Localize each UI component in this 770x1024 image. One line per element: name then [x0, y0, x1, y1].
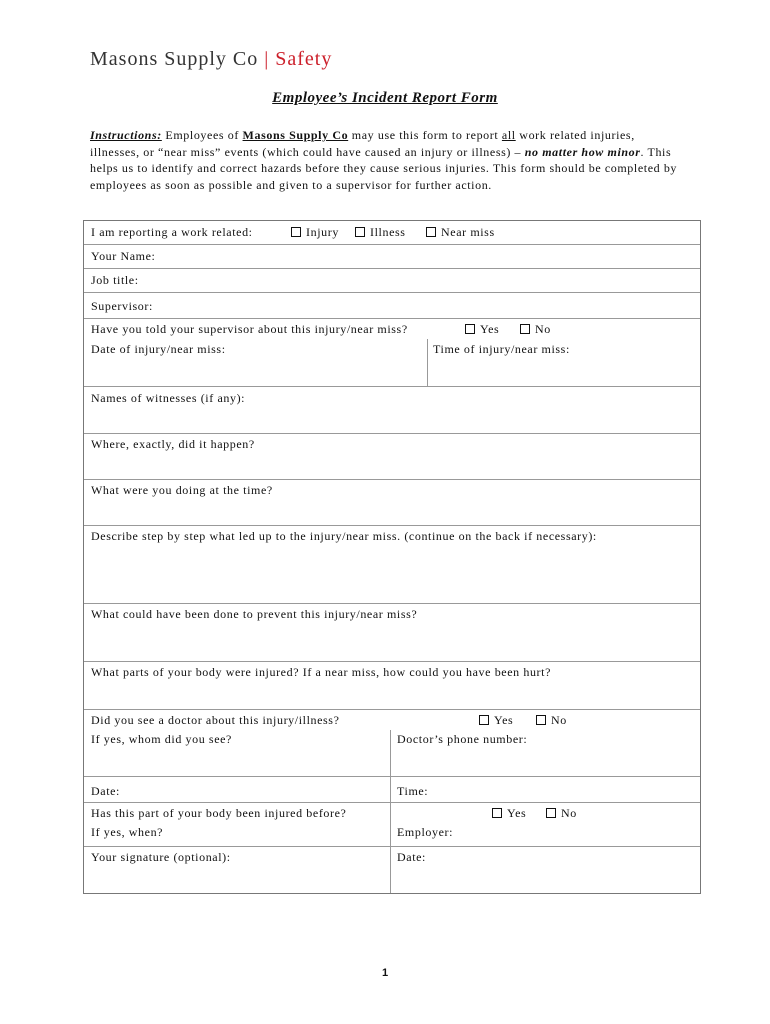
incident-form [83, 220, 701, 894]
injured-before-label: Has this part of your body been injured before? [91, 806, 347, 820]
form-row-signature [84, 847, 700, 893]
form-row-told-supervisor [84, 319, 700, 339]
column-divider [390, 823, 391, 847]
instructions-company: Masons Supply Co [242, 128, 349, 142]
checkbox-icon[interactable] [426, 227, 436, 237]
column-divider [427, 339, 428, 387]
checkbox-icon[interactable] [546, 808, 556, 818]
header-separator: | [264, 48, 270, 70]
form-row-date-time [84, 339, 700, 387]
form-title: Employee’s Incident Report Form [272, 90, 498, 106]
employer-label: Employer: [397, 825, 454, 839]
form-row-when [84, 823, 700, 847]
page-number: 1 [381, 967, 389, 979]
column-divider [390, 730, 391, 777]
instructions [90, 127, 685, 193]
form-row-injured-before [84, 803, 700, 823]
instructions-emphasis: no matter how minor [524, 144, 641, 159]
column-divider [390, 777, 391, 803]
prevent-label: What could have been done to prevent this injury/near miss? [91, 607, 418, 621]
instructions-text: Employees of [161, 128, 243, 142]
doing-label: What were you doing at the time? [91, 483, 273, 497]
where-label: Where, exactly, did it happen? [91, 437, 255, 451]
your-name-label: Your Name: [91, 249, 156, 263]
checkbox-label: Yes [480, 322, 500, 336]
when-label: If yes, when? [91, 825, 164, 839]
checkbox-near-miss[interactable] [426, 225, 495, 240]
time-label: Time: [397, 784, 429, 798]
checkbox-icon[interactable] [465, 324, 475, 334]
doctor-phone-label: Doctor’s phone number: [397, 732, 528, 746]
witnesses-label: Names of witnesses (if any): [91, 391, 246, 405]
form-row-name[interactable] [84, 245, 700, 269]
column-divider [390, 847, 391, 893]
checkbox-told-yes[interactable] [465, 322, 499, 337]
checkbox-label: Near miss [441, 225, 495, 239]
supervisor-label: Supervisor: [91, 299, 153, 313]
date-of-injury-label: Date of injury/near miss: [91, 342, 226, 356]
checkbox-before-no[interactable] [546, 806, 577, 821]
date-label: Date: [91, 784, 120, 798]
header-section: Safety [275, 48, 333, 70]
form-row-where[interactable] [84, 434, 700, 480]
instructions-text: work related injuries, illnesses, or “near miss” events (which could have caused an injury or illness) – [90, 128, 635, 159]
form-row-date [84, 777, 700, 803]
checkbox-label: Yes [494, 713, 514, 727]
form-row-supervisor[interactable] [84, 293, 700, 319]
checkbox-label: Yes [507, 806, 527, 820]
whom-label: If yes, whom did you see? [91, 732, 232, 746]
time-of-injury-label: Time of injury/near miss: [433, 342, 570, 356]
form-row-doing[interactable] [84, 480, 700, 526]
describe-label: Describe step by step what led up to the injury/near miss. (continue on the back if necessary): [91, 529, 597, 543]
checkbox-icon[interactable] [479, 715, 489, 725]
checkbox-label: No [551, 713, 567, 727]
checkbox-doctor-yes[interactable] [479, 713, 513, 728]
company-name: Masons Supply Co [90, 48, 259, 70]
form-row-body-parts[interactable] [84, 662, 700, 710]
see-doctor-label: Did you see a doctor about this injury/illness? [91, 713, 340, 727]
instructions-all: all [501, 128, 516, 142]
signature-label: Your signature (optional): [91, 850, 231, 864]
told-supervisor-label: Have you told your supervisor about this injury/near miss? [91, 322, 408, 336]
form-row-describe[interactable] [84, 526, 700, 604]
checkbox-label: No [535, 322, 551, 336]
form-row-reporting [84, 221, 700, 245]
instructions-text: . This helps us to identify and correct hazards before they cause serious injuries. This form should be completed by employees as soon as possible and given to a supervisor for further action. [90, 144, 678, 192]
checkbox-doctor-no[interactable] [536, 713, 567, 728]
checkbox-icon[interactable] [291, 227, 301, 237]
checkbox-icon[interactable] [355, 227, 365, 237]
checkbox-label: No [561, 806, 577, 820]
instructions-label: Instructions: [90, 128, 162, 142]
body-parts-label: What parts of your body were injured? If a near miss, how could you have been hurt? [91, 665, 551, 679]
signature-date-label: Date: [397, 850, 426, 864]
checkbox-icon[interactable] [536, 715, 546, 725]
page-header [90, 48, 332, 71]
checkbox-label: Injury [306, 225, 339, 239]
instructions-text: may use this form to report [348, 128, 502, 142]
checkbox-told-no[interactable] [520, 322, 551, 337]
job-title-label: Job title: [91, 273, 139, 287]
checkbox-label: Illness [370, 225, 406, 239]
reporting-label: I am reporting a work related: [91, 225, 253, 239]
form-row-witnesses[interactable] [84, 387, 700, 434]
form-row-prevent[interactable] [84, 604, 700, 662]
checkbox-before-yes[interactable] [492, 806, 526, 821]
checkbox-injury[interactable] [291, 225, 339, 240]
checkbox-icon[interactable] [520, 324, 530, 334]
form-row-see-doctor [84, 710, 700, 730]
checkbox-icon[interactable] [492, 808, 502, 818]
column-divider [390, 803, 391, 823]
form-row-whom [84, 730, 700, 777]
checkbox-illness[interactable] [355, 225, 406, 240]
form-row-job-title[interactable] [84, 269, 700, 293]
